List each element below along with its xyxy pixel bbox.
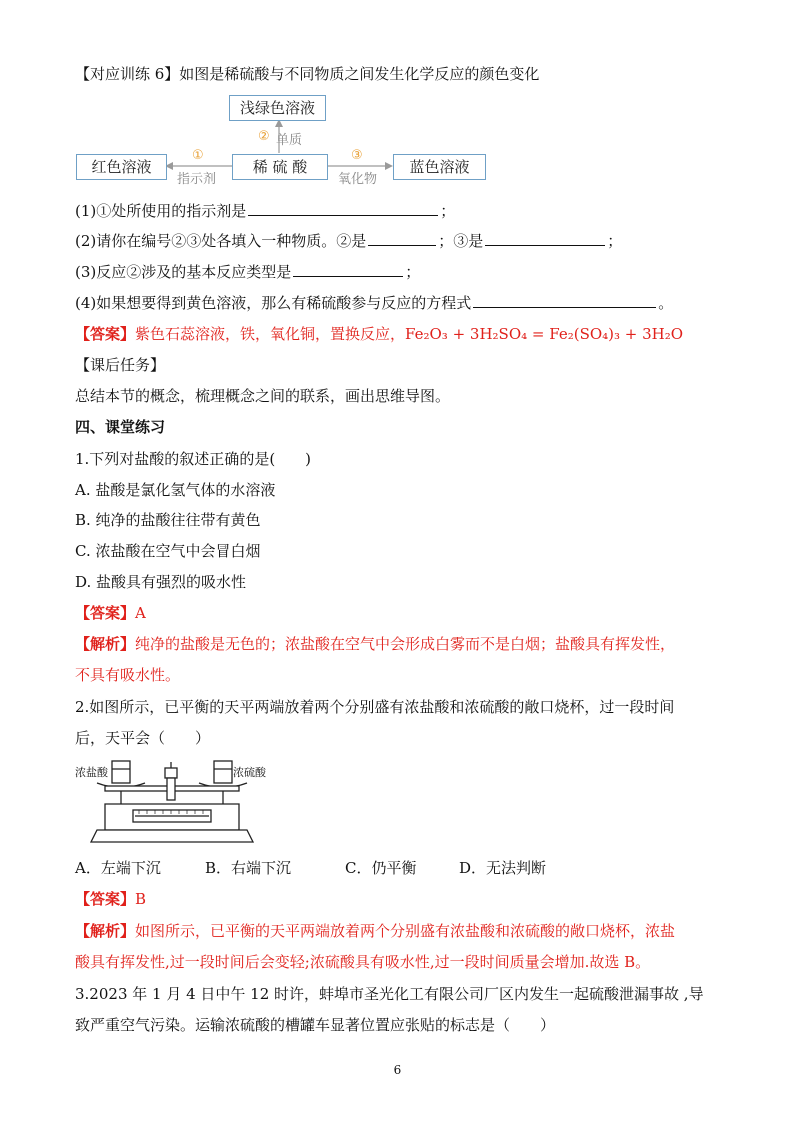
q2-option-a: A．左端下沉 bbox=[75, 859, 161, 877]
q1-option-b: B. 纯净的盐酸往往带有黄色 bbox=[75, 511, 261, 529]
right-box: 蓝色溶液 bbox=[393, 154, 486, 180]
balance-figure bbox=[75, 760, 275, 852]
answer-blank[interactable] bbox=[248, 201, 438, 216]
answer-blank[interactable] bbox=[473, 293, 656, 308]
question-1: (1)①处所使用的指示剂是 ； bbox=[75, 202, 456, 220]
section-title: 四、课堂练习 bbox=[75, 418, 166, 436]
q2-stem: 2.如图所示，已平衡的天平两端放着两个分别盛有浓盐酸和浓硫酸的敞口烧杯，过一段时间 bbox=[75, 698, 675, 716]
q1-analysis: 【解析】纯净的盐酸是无色的；浓盐酸在空气中会形成白雾而不是白烟；盐酸具有挥发性， bbox=[75, 635, 676, 653]
answer-blank[interactable] bbox=[293, 262, 403, 277]
q2-analysis-cont: 酸具有挥发性,过一段时间后会变轻;浓硫酸具有吸水性,过一段时间质量会增加.故选 B。 bbox=[75, 953, 651, 971]
question-2: (2)请你在编号②③处各填入一种物质。②是 ；③是 ； bbox=[75, 232, 623, 250]
training-answer: 【答案】紫色石蕊溶液，铁，氧化铜，置换反应，Fe₂O₃ + 3H₂SO₄ = Fe₂(SO₄)₃ + 3H₂O bbox=[75, 325, 684, 343]
page-number: 6 bbox=[393, 1063, 402, 1077]
answer-blank[interactable] bbox=[368, 231, 436, 246]
top-box: 浅绿色溶液 bbox=[229, 95, 326, 121]
q3-stem-cont: 致严重空气污染。运输浓硫酸的槽罐车显著位置应张贴的标志是（ ） bbox=[75, 1016, 556, 1034]
q2-answer: 【答案】B bbox=[75, 890, 147, 908]
label-right-text: 氧化物 bbox=[338, 172, 378, 187]
q2-option-b: B．右端下沉 bbox=[205, 859, 292, 877]
homework-text: 总结本节的概念，梳理概念之间的联系，画出思维导图。 bbox=[75, 387, 451, 405]
q2-option-d: D．无法判断 bbox=[459, 859, 547, 877]
q1-option-d: D. 盐酸具有强烈的吸水性 bbox=[75, 573, 247, 591]
q1-analysis-cont: 不具有吸水性。 bbox=[75, 666, 181, 684]
question-3: (3)反应②涉及的基本反应类型是 ； bbox=[75, 263, 421, 281]
q1-option-c: C. 浓盐酸在空气中会冒白烟 bbox=[75, 542, 261, 560]
q2-option-c: C．仍平衡 bbox=[345, 859, 417, 877]
answer-blank[interactable] bbox=[485, 231, 605, 246]
homework-title: 【课后任务】 bbox=[75, 356, 166, 374]
center-box: 稀 硫 酸 bbox=[232, 154, 328, 180]
q2-stem-cont: 后，天平会（ ） bbox=[75, 729, 211, 747]
label-top-num: ② bbox=[258, 129, 270, 144]
left-box: 红色溶液 bbox=[76, 154, 167, 180]
q3-stem: 3.2023 年 1 月 4 日中午 12 时许，蚌埠市圣光化工有限公司厂区内发生一起硫酸泄漏事故 ,导 bbox=[75, 985, 704, 1003]
label-top-text: 单质 bbox=[276, 133, 303, 148]
label-left-text: 指示剂 bbox=[177, 172, 217, 187]
q2-analysis: 【解析】如图所示，已平衡的天平两端放着两个分别盛有浓盐酸和浓硫酸的敞口烧杯，浓盐 bbox=[75, 922, 676, 940]
q1-answer: 【答案】A bbox=[75, 604, 146, 622]
q1-option-a: A. 盐酸是氯化氢气体的水溶液 bbox=[75, 481, 276, 499]
left-beaker-label: 浓盐酸 bbox=[75, 766, 108, 779]
right-beaker-label: 浓硫酸 bbox=[233, 766, 266, 779]
label-right-num: ③ bbox=[351, 148, 363, 163]
q1-stem: 1.下列对盐酸的叙述正确的是( ) bbox=[75, 450, 312, 468]
question-4: (4)如果想要得到黄色溶液，那么有稀硫酸参与反应的方程式 。 bbox=[75, 294, 674, 312]
q2-options bbox=[75, 858, 546, 878]
label-left-num: ① bbox=[192, 148, 204, 163]
training-title: 【对应训练 6】如图是稀硫酸与不同物质之间发生化学反应的颜色变化 bbox=[75, 65, 540, 83]
